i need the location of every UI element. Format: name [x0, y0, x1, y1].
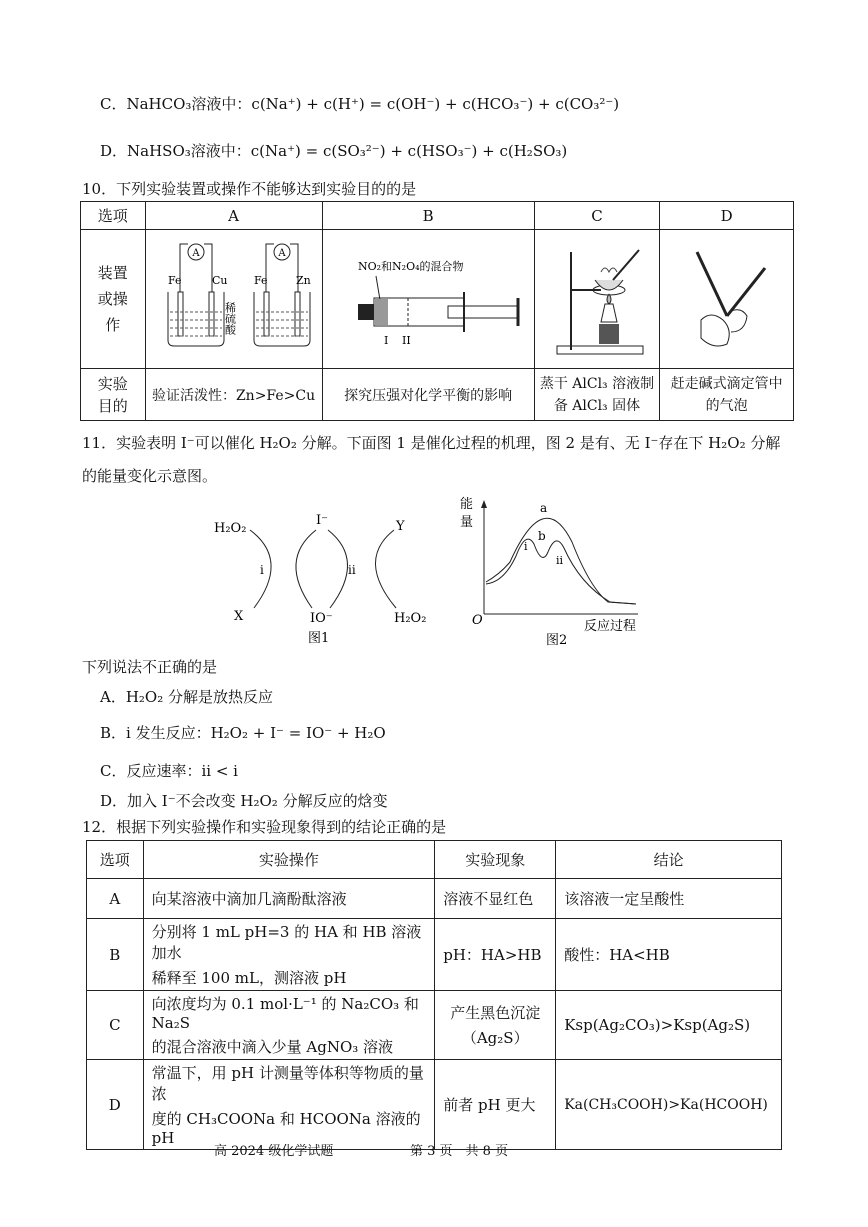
q10-stem: 10．下列实验装置或操作不能够达到实验目的的是 [82, 180, 417, 198]
fig1-step-i: i [260, 563, 264, 577]
q9-option-d: D．NaHSO₃溶液中：c(Na⁺) = c(SO₃²⁻) + c(HSO₃⁻) + c(H₂SO₃) [100, 142, 568, 160]
fig1-x: X [234, 609, 244, 624]
q12-table [86, 840, 782, 1150]
q10-purpose-b: 探究压强对化学平衡的影响 [322, 369, 534, 421]
svg-text:Cu: Cu [211, 274, 228, 287]
svg-text:Fe: Fe [167, 274, 182, 287]
footer-page: 第 3 页 共 8 页 [410, 1144, 509, 1159]
q11-option-d: D．加入 I⁻不会改变 H₂O₂ 分解反应的焓变 [100, 792, 388, 810]
q11-prompt: 下列说法不正确的是 [82, 658, 218, 676]
q10-header-option: 选项 [81, 202, 146, 230]
fig2-ylabel-1: 能 [460, 497, 474, 512]
q10-table [80, 201, 794, 421]
burette-figure [667, 232, 787, 362]
footer-title: 高 2024 级化学试题 [214, 1144, 334, 1159]
svg-text:Fe: Fe [253, 274, 268, 287]
fig1-h2o2-top: H₂O₂ [214, 521, 247, 536]
q12-header-operation: 实验操作 [143, 841, 435, 879]
fig2-curve-a: a [540, 501, 548, 515]
q11-option-a: A．H₂O₂ 分解是放热反应 [100, 688, 274, 706]
q10-figure-a [145, 230, 322, 369]
q12-row-b: B 分别将 1 mL pH=3 的 HA 和 HB 溶液加水 稀释至 100 mL，测溶液 pH pH：HA>HB 酸性：HA<HB [87, 919, 782, 991]
svg-text:A: A [277, 248, 286, 259]
syringe-figure [328, 232, 528, 362]
fig2-xlabel: 反应过程 [584, 619, 637, 634]
svg-text:I: I [384, 334, 389, 347]
q12-row-c: C 向浓度均为 0.1 mol·L⁻¹ 的 Na₂CO₃ 和 Na₂S 的混合溶液中滴入少量 AgNO₃ 溶液 产生黑色沉淀 （Ag₂S） Ksp(Ag₂CO₃)>Ksp(Ag₂S) [87, 991, 782, 1060]
figure1-catalytic-cycle [200, 500, 440, 650]
fig1-caption: 图1 [308, 631, 330, 646]
q11-option-c: C．反应速率：ii < i [100, 762, 238, 780]
fig2-curve-b: b [538, 529, 546, 543]
q9-option-c: C．NaHCO₃溶液中：c(Na⁺) + c(H⁺) = c(OH⁻) + c(HCO₃⁻) + c(CO₃²⁻) [100, 95, 620, 113]
q12-row-a: A 向某溶液中滴加几滴酚酞溶液 溶液不显红色 该溶液一定呈酸性 [87, 879, 782, 919]
fig2-ylabel-2: 量 [460, 515, 474, 530]
q10-row-purpose-label: 实验目的 [81, 369, 146, 421]
galvanic-cells-figure [150, 232, 318, 362]
fig2-peak-ii: ii [556, 554, 564, 567]
svg-text:II: II [402, 334, 411, 347]
q11-stem-line2: 的能量变化示意图。 [82, 467, 218, 485]
q10-purpose-a: 验证活泼性：Zn>Fe>Cu [145, 369, 322, 421]
svg-text:NO₂和N₂O₄的混合物: NO₂和N₂O₄的混合物 [358, 260, 464, 273]
q10-figure-c [534, 230, 660, 369]
figure2-energy-diagram [460, 492, 660, 650]
q11-option-b: B．i 发生反应：H₂O₂ + I⁻ = IO⁻ + H₂O [100, 724, 386, 742]
q11-stem-line1: 11．实验表明 I⁻可以催化 H₂O₂ 分解。下面图 1 是催化过程的机理，图 2 是有、无 I⁻存在下 H₂O₂ 分解 [82, 434, 781, 452]
q12-header-conclusion: 结论 [556, 841, 782, 879]
q12-header-phenomenon: 实验现象 [435, 841, 556, 879]
q10-header-a: A [145, 202, 322, 230]
q10-figure-d [660, 230, 794, 369]
fig1-hypoiodite: IO⁻ [310, 611, 333, 626]
fig1-y: Y [396, 519, 405, 534]
q10-header-b: B [322, 202, 534, 230]
q10-figure-b [322, 230, 534, 369]
q10-header-c: C [534, 202, 660, 230]
q10-purpose-c: 蒸干 AlCl₃ 溶液制备 AlCl₃ 固体 [534, 369, 660, 421]
evaporating-dish-figure [541, 232, 653, 362]
svg-text:A: A [191, 248, 200, 259]
fig2-caption: 图2 [546, 633, 568, 648]
fig2-origin: O [472, 613, 483, 628]
q12-row-d: D 常温下，用 pH 计测量等体积等物质的量浓 度的 CH₃COONa 和 HCOONa 溶液的 pH 前者 pH 更大 Ka(CH₃COOH)>Ka(HCOOH) [87, 1060, 782, 1150]
q10-header-d: D [660, 202, 794, 230]
q10-purpose-d: 赶走碱式滴定管中的气泡 [660, 369, 794, 421]
svg-text:稀硫酸: 稀硫酸 [223, 302, 237, 335]
fig1-iodide: I⁻ [316, 513, 328, 528]
svg-text:Zn: Zn [295, 274, 311, 287]
fig1-step-ii: ii [348, 563, 356, 577]
fig1-h2o2-bottom: H₂O₂ [394, 611, 427, 626]
q10-row-apparatus-label: 装置或操作 [81, 230, 146, 369]
q12-stem: 12．根据下列实验操作和实验现象得到的结论正确的是 [82, 818, 447, 836]
q12-header-option: 选项 [87, 841, 144, 879]
fig2-peak-i: i [524, 540, 528, 553]
